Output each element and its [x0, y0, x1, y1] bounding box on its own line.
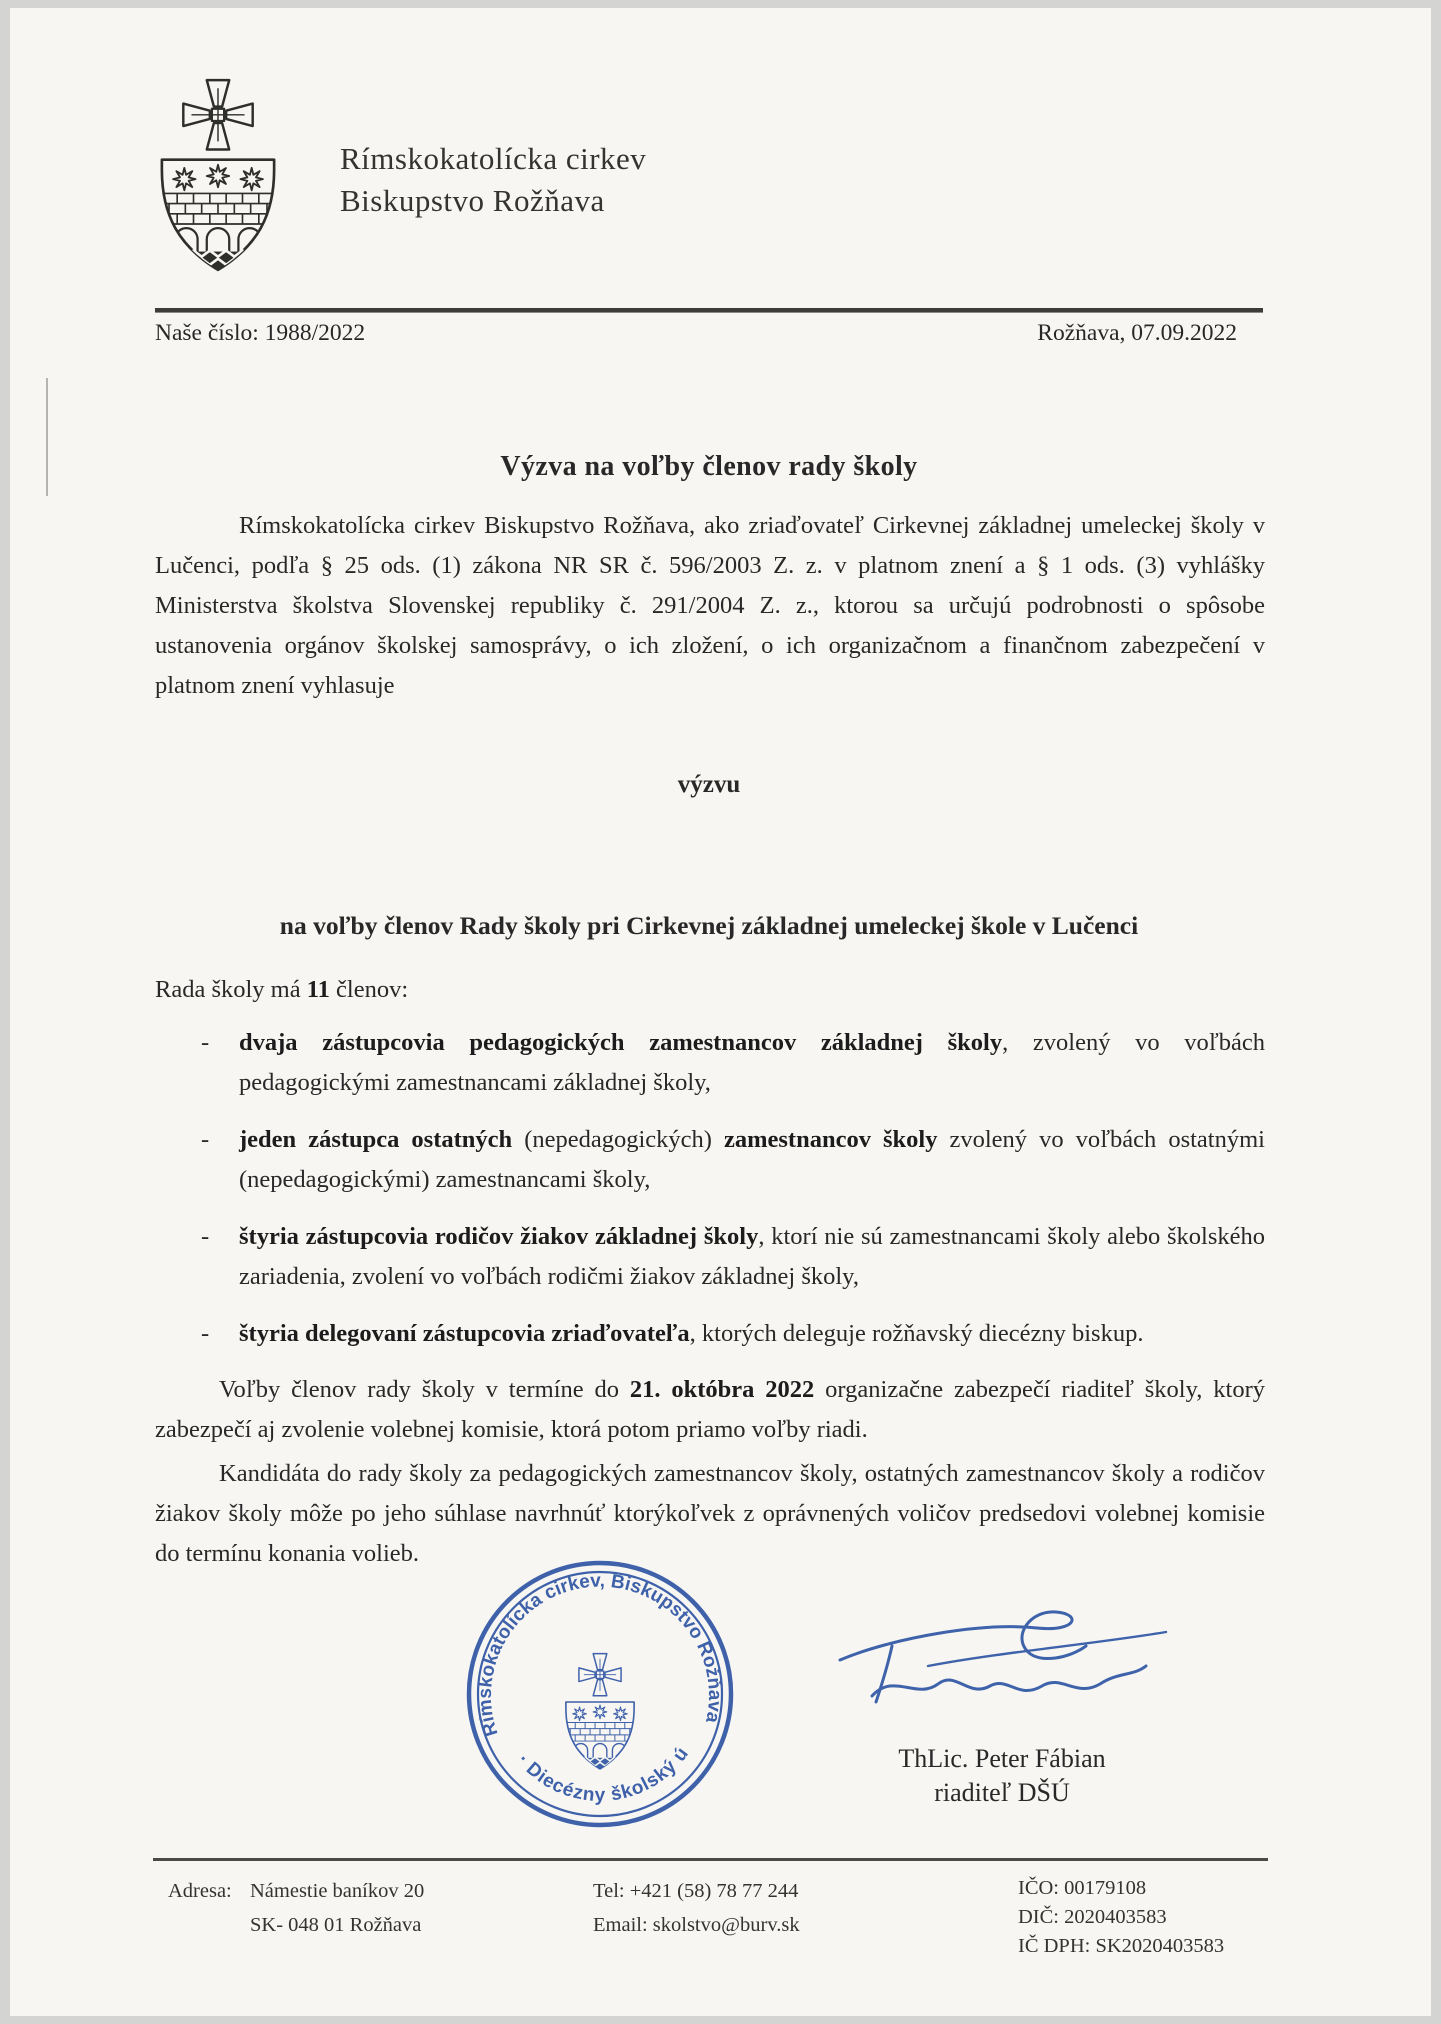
letterhead-coat-of-arms-icon [156, 74, 280, 274]
dash-marker: - [201, 1029, 210, 1056]
official-stamp [462, 1556, 738, 1832]
footer-ico: IČO: 00179108 [1018, 1877, 1147, 1899]
subtitle: na voľby členov Rady školy pri Cirkevnej základnej umeleckej škole v Lučenci [279, 911, 1139, 940]
org-name-line2: Biskupstvo Rožňava [340, 183, 605, 218]
list-item [155, 1023, 1265, 1103]
signature-block [828, 1600, 1176, 1810]
reference-line [155, 320, 1263, 347]
dash-marker: - [201, 1126, 210, 1153]
footer-address [168, 1874, 424, 1942]
dash-marker: - [201, 1320, 210, 1347]
item-text: štyria zástupcovia rodičov žiakov základnej školy, ktorí nie sú zamestnancami školy alebo školského zariadenia, zvolení vo voľbách rodičmi žiakov základnej školy, [239, 1223, 1265, 1290]
stamp-ring-text-bottom: · Diecézny školský úrad · [512, 1678, 694, 1806]
item-text: jeden zástupca ostatných (nepedagogických) zamestnancov školy zvolený vo voľbách ostatnými (nepedagogickými) zamestnancami školy, [239, 1126, 1265, 1193]
org-name [340, 138, 646, 222]
list-item [155, 1120, 1265, 1200]
page [10, 8, 1431, 2016]
reference-number: Naše číslo: 1988/2022 [155, 320, 366, 346]
address-label: Adresa: [168, 1880, 232, 1902]
member-list [155, 1023, 1265, 1371]
footer-dic: DIČ: 2020403583 [1018, 1906, 1167, 1928]
footer-tel: Tel: +421 (58) 78 77 244 [593, 1880, 799, 1902]
footer-rule [153, 1858, 1268, 1861]
address-line2: SK- 048 01 Rožňava [250, 1914, 422, 1936]
reference-place-date: Rožňava, 07.09.2022 [1037, 320, 1237, 346]
signatory-name: ThLic. Peter Fábian [898, 1744, 1106, 1773]
svg-text:· Diecézny školský úrad · [513, 1678, 693, 1806]
stamp-ring-text-top: Rímskokatolícka cirkev, Biskupstvo Rožňava [474, 1570, 726, 1739]
announcement-word: výzvu [677, 771, 741, 798]
signature-ink [832, 1600, 1172, 1740]
item-text: dvaja zástupcovia pedagogických zamestnancov základnej školy, zvolený vo voľbách pedagogickými zamestnancami základnej školy, [239, 1029, 1265, 1096]
intro-paragraph: Rímskokatolícka cirkev Biskupstvo Rožňava, ako zriaďovateľ Cirkevnej základnej umeleckej školy v Lučenci, podľa § 25 ods. (1) zákona NR SR č. 596/2003 Z. z. v platnom znení a § 1 ods. (3) vyhlášky Ministerstva školstva Slovenskej republiky č. 291/2004 Z. z., ktorou sa určujú podrobnosti o spôsobe ustanovenia orgánov školskej samosprávy, o ich zložení, o ich organizačnom a finančnom zabezpečení v platnom znení vyhlasuje [155, 512, 1265, 699]
footer-registry-ids [1018, 1874, 1224, 1961]
document-title: Výzva na voľby členov rady školy [500, 451, 918, 482]
candidate-paragraph: Kandidáta do rady školy za pedagogických zamestnancov školy, ostatných zamestnancov školy a rodičov žiakov školy môže po jeho súhlase navrhnúť ktorýkoľvek z oprávnených voličov predsedovi volebnej komisie do termínu konania volieb. [155, 1460, 1265, 1567]
org-name-line1: Rímskokatolícka cirkev [340, 141, 647, 176]
list-item [155, 1314, 1265, 1354]
address-line1: Námestie baníkov 20 [250, 1880, 425, 1902]
signatory-role: riaditeľ DŠÚ [934, 1778, 1070, 1807]
list-item [155, 1217, 1265, 1297]
scan-line-artifact [46, 378, 48, 496]
council-size-line: Rada školy má 11 členov: [155, 976, 409, 1003]
item-text: štyria delegovaní zástupcovia zriaďovateľa, ktorých deleguje rožňavský diecézny biskup. [239, 1320, 1144, 1347]
stamp-coat-of-arms-icon [566, 1654, 634, 1771]
dash-marker: - [201, 1223, 210, 1250]
footer-contact [593, 1874, 800, 1942]
header-rule [155, 308, 1263, 313]
footer-email: Email: skolstvo@burv.sk [593, 1914, 800, 1936]
elections-paragraph: Voľby členov rady školy v termíne do 21. októbra 2022 organizačne zabezpečí riaditeľ školy, ktorý zabezpečí aj zvolenie volebnej komisie, ktorá potom priamo voľby riadi. [155, 1376, 1265, 1443]
footer-ic-dph: IČ DPH: SK2020403583 [1018, 1935, 1225, 1957]
